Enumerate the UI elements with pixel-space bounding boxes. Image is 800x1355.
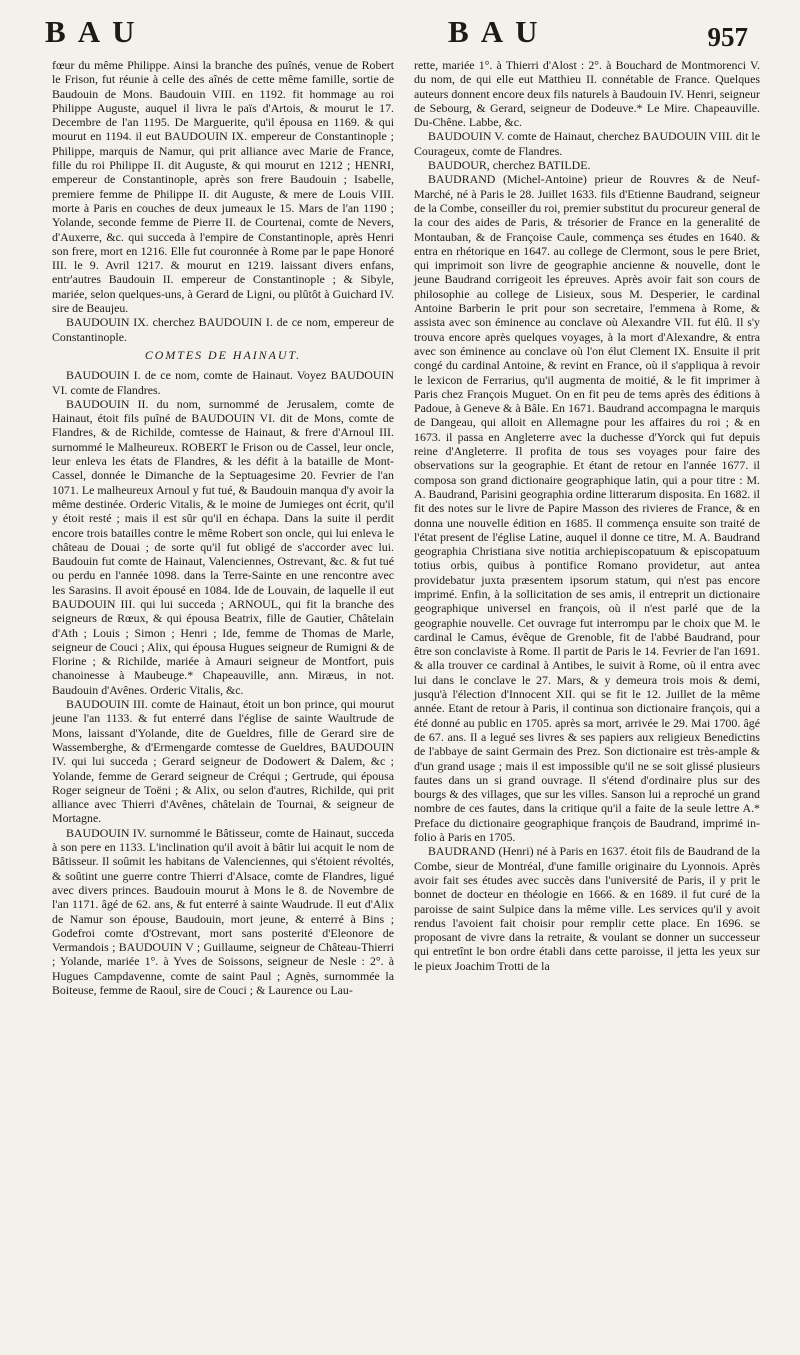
right-column bbox=[414, 58, 760, 973]
paragraph: BAUDOUIN V. comte de Hainaut, cherchez BAUDOUIN VIII. dit le Courageux, comte de Flandres. bbox=[414, 129, 760, 158]
paragraph: rette, mariée 1°. à Thierri d'Alost : 2°. à Bouchard de Montmorenci V. du nom, de qui elle eut Matthieu II. connétable de France. Quelques auteurs donnent encore deux fils naturels à Baudouin IV. Henri, seigneur de Sebourg, & Gerard, seigneur de Dodeuve.* Le Mire. Chapeauville. Du-Chêne. Labbe, &c. bbox=[414, 58, 760, 130]
paragraph: BAUDOUR, cherchez BATILDE. bbox=[428, 158, 591, 173]
running-head-left: B A U bbox=[45, 14, 138, 49]
section-heading: COMTES DE HAINAUT. bbox=[144, 347, 302, 362]
paragraph: BAUDRAND (Michel-Antoine) prieur de Rouvres & de Neuf-Marché, né à Paris le 28. Juillet 1633. fils d'Etienne Baudrand, seigneur de la Combe, conseiller du roi, premier substitut du procureur general de la cour des aides de Paris, & trésorier de France en la generalité de Montauban, & de Françoise Caule, commença ses études en 1640. & entra en rhétorique en 1647. au college de Clermont, sous le pere Briet, qui imprimoit son livre de geographie ancienne & nouvelle, dont le jeune Baudrand corrigeoit les épreuves. Après avoir fait son cours de philosophie au college de Lisieux, sous M. Desperier, le cardinal Antoine Barberin le prit pour son secretaire, l'emmena à Rome, & assista avec son éminence au conclave où Alexandre VII. fut élû. Il s'y trouva encore après quelques voyages, à la mort d'Alexandre, & entra avec son éminence au conclave où l'on élut Clement IX. Ensuite il prit congé du cardinal Antoine, & revint en France, où il s'appliqua à revoir le lexicon de Ferrarius, qu'il augmenta de moitié, & le fit imprimer à Paris chez François Muguet. On en fit peu de tems après des éditions à Padoue, à Geneve & à Bâle. En 1671. Baudrand accompagna le marquis de Dangeau, qui alloit en Allemagne pour les affaires du roi ; & en 1673. il passa en Angleterre avec la duchesse d'Yorck qui fut depuis reine d'Angleterre. Il profita de tous ses voyages pour faire des observations sur la geographie. Et étant de retour en l'année 1677. il composa son grand dictionaire geographique latin, qui a pour titre : M. A. Baudrand, Parisini geographia ordine litterarum disposita. En 1682. il fit des notes sur le livre de Papire Masson des rivieres de France, & en donna une nouvelle édition en 1685. Il commença ensuite son traité de l'état present de l'église Latine, auquel il donne ce titre, M. A. Baudrand geographia Christiana sive notitia archiepiscopatuum & episcopatuum totius orbis, quibus à pontifice Romano providetur, aut antea providebatur juxta præsentem ipsorum statum, qui n'est pas encore imprimé. Enfin, à la sollicitation de ses amis, il entreprit un dictionaire geographique universel en françois, où il n'est parlé que de la geographie nouvelle. Cet ouvrage fut interrompu par le choix que M. le cardinal le Camus, évêque de Grenoble, fit de l'abbé Baudrand, pour être son conclaviste à Rome. Il partit de Paris le 14. Fevrier de l'an 1691. & alla trouver ce cardinal à Antibes, le suivit à Rome, où il entra avec lui dans le conclave le 27. Mars, & y demeura trois mois & demi, jusqu'à l'élection d'Innocent XII. qui se fit le 12. Juillet de la même année. Etant de retour à Paris, il continua son dictionaire françois, qui a été donné au public en 1705. après sa mort, arrivée le 29. Mai 1700. âgé de 67. ans. Il a legué ses livres & ses papiers aux religieux Benedictins de l'abbaye de saint Germain des Prez. Son dictionaire est très-ample & d'un grand usage ; mais il est impossible qu'il ne se soit glissé plusieurs fautes dans un si grand ouvrage. Il s'étend d'ordinaire plus sur des bourgs & des villages, que sur les villes. Sanson lui a reproché un grand nombre de ces fautes, dans la critique qu'il a faite de la seule lettre A.* Preface du dictionaire geographique françois de Baudrand, imprimé in-folio à Paris en 1705. bbox=[414, 172, 760, 845]
left-column bbox=[52, 58, 394, 997]
paragraph: fœur du même Philippe. Ainsi la branche des puînés, venue de Robert le Frison, fut réunie à celle des aînés de cette même famille, sortie de Baudouin de Mons. Baudouin VIII. en 1192. fit hommage au roi Philippe Auguste, auquel il livra le païs d'Artois, & mourut le 17. Decembre de l'an 1195. De Marguerite, qu'il épousa en 1169. & qui mourut en 1194. il eut BAUDOUIN IX. empereur de Constantinople ; Philippe, marquis de Namur, qui prit alliance avec Marie de France, fille du roi Philippe II. dit Auguste, & qui mourut en 1212 ; HENRI, empereur de Constantinople, après son frere Baudouin ; Isabelle, premiere femme de Philippe II. dit Auguste, & mere de Louis VIII. morte à Paris en couches de deux jumeaux le 15. Mars de l'an 1190 ; Yolande, seconde femme de Pierre II. de Courtenai, comte de Nevers, d'Auxerre, &c. qui succeda à l'empire de Constantinople, après Henri son frere, mort en 1216. Elle fut couronnée à Rome par le pape Honoré III. le 9. Avril 1217. & mourut en 1219. laissant divers enfans, entr'autres Baudouin II. empereur de Constantinople ; & Sibyle, mariée, selon quelques-uns, à Gerard de Ligni, ou plûtôt à Guichard IV. sire de Beaujeu. bbox=[52, 58, 394, 316]
paragraph: BAUDOUIN I. de ce nom, comte de Hainaut. Voyez BAUDOUIN VI. comte de Flandres. bbox=[52, 368, 394, 397]
paragraph: BAUDOUIN II. du nom, surnommé de Jerusalem, comte de Hainaut, étoit fils puîné de BAUDOUIN VI. dit de Mons, comte de Flandres, & de Richilde, comtesse de Hainaut, & frere d'Arnoul III. surnommé le Malheureux. ROBERT le Frison ou de Cassel, leur oncle, leur enleva les états de Flandres, & les défit à la bataille de Mont-Cassel, donnée le Dimanche de la Septuagesime 20. Fevrier de l'an 1071. Le malheureux Arnoul y fut tué, & Baudouin manqua d'y avoir la même destinée. Orderic Vitalis, & le moine de Jumieges ont écrit, qu'il y étoit resté ; mais il est sûr qu'il en échapa. Dans la suite il perdit encore trois batailles contre le même Robert son oncle, qui lui enleva le château de Douai ; de sorte qu'il fut obligé de s'accorder avec lui. Baudouin fut comte de Hainaut, Valenciennes, Ostrevant, &c. & fut tué ou perdu en l'année 1098. dans la Terre-Sainte en une rencontre avec les Sarasins. Il avoit épousé en 1084. Ide de Louvain, de laquelle il eut BAUDOUIN III. qui lui succeda ; ARNOUL, qui fit la branche des seigneurs de Rœux, & qui épousa Beatrix, fille de Gautier, Châtelain d'Ath ; Louis ; Simon ; Henri ; Ide, femme de Thomas de Marle, seigneur de Couci ; Alix, qui épousa Hugues seigneur de Rumigni & de Florine ; & Richilde, mariée à Amauri seigneur de Montfort, puis chanoinesse à Maubeuge.* Chapeauville, ann. Miræus, in not. Baudouin d'Avênes. Orderic Vitalis, &c. bbox=[52, 396, 394, 697]
paragraph: BAUDRAND (Henri) né à Paris en 1637. étoit fils de Baudrand de la Combe, sieur de Montréal, d'une famille originaire du Lyonnois. Après avoir fait ses études avec succès dans l'université de Paris, il y prit le bonnet de docteur en théologie en 1666. & en 1689. il fut curé de la paroisse de saint Sulpice dans la même ville. Les services qu'il y avoit rendus l'avoient fait choisir pour remplir cette place. En 1696. se proposant de vivre dans la retraite, & voulant se donner un successeur qui entretînt le bon ordre établi dans cette paroisse, il jetta les yeux sur le pieux Joachim Trotti de la bbox=[414, 844, 760, 973]
paragraph: BAUDOUIN III. comte de Hainaut, étoit un bon prince, qui mourut jeune l'an 1133. & fut enterré dans l'église de sainte Waultrude de Mons, laissant d'Yolande, dite de Gueldres, fille de Gerard sire de Wassemberghe, & d'Ermengarde comtesse de Gueldres, BAUDOUIN IV. qui lui succeda ; Gerard seigneur de Dodowert & Dalem, &c ; Yolande, femme de Gerard seigneur de Créqui ; Gertrude, qui épousa Roger seigneur de Toëni ; & Alix, ou selon d'autres, Richilde, qui prit alliance avec Thierri d'Avênes, châtelain de Tournai, & seigneur de Mortagne. bbox=[52, 697, 394, 826]
paragraph: BAUDOUIN IV. surnommé le Bâtisseur, comte de Hainaut, succeda à son pere en 1133. L'inclination qu'il avoit à bâtir lui acquit le nom de Bâtisseur. Il soûmit les habitans de Valenciennes, qui s'étoient révoltés, & soûtint une guerre contre Thierri d'Alsace, comte de Flandres, ligué avec divers princes. Baudouin mourut à Mons le 8. de Novembre de l'an 1171. âgé de 62. ans, & fut enterré à sainte Waudrude. Il eut d'Alix de Namur son épouse, Baudouin, mort jeune, & enterré à Bins ; Godefroi comte d'Ostrevant, mort sans posterité d'Eleonore de Vermandois ; BAUDOUIN V ; Guillaume, seigneur de Château-Thierri ; Yolande, mariée 1°. à Yves de Soissons, seigneur de Nesle : 2°. à Hugues Campdavenne, comte de saint Paul ; Agnès, surnommée la Boiteuse, femme de Raoul, sire de Couci ; & Laurence ou Lau- bbox=[52, 825, 394, 997]
running-head-right: B A U bbox=[448, 14, 541, 49]
paragraph: BAUDOUIN IX. cherchez BAUDOUIN I. de ce nom, empereur de Constantinople. bbox=[52, 315, 394, 344]
page-number: 957 bbox=[707, 22, 748, 52]
